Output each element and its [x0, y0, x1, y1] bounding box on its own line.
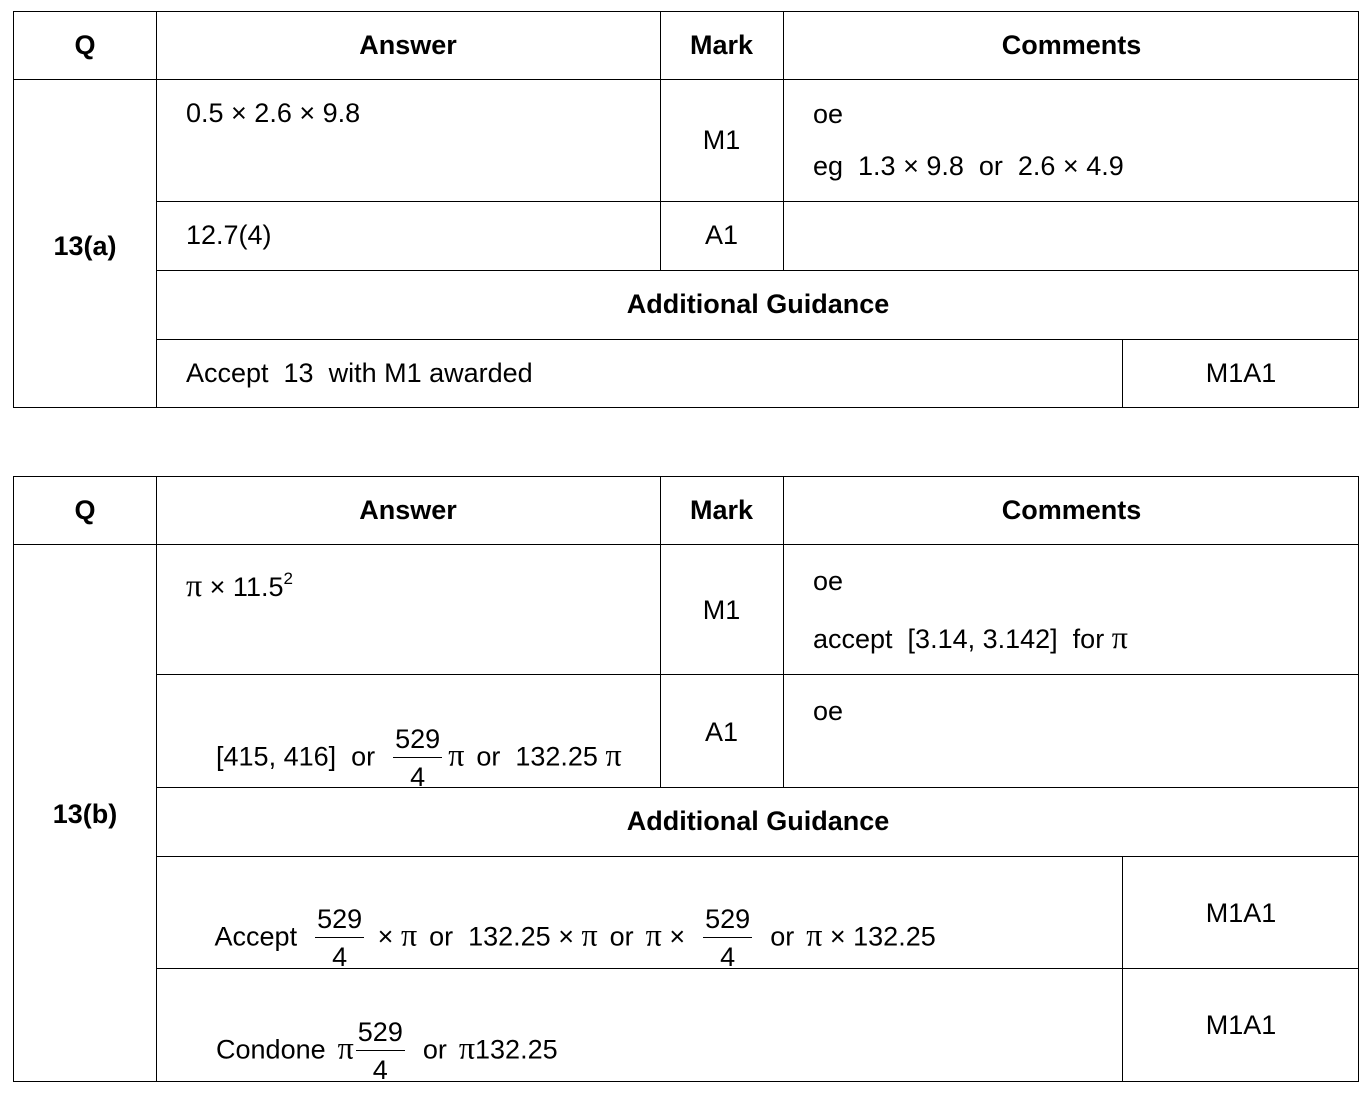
denominator: 4 [720, 942, 736, 972]
comment-line: eg 1.3 × 9.8 or 2.6 × 4.9 [813, 151, 1124, 181]
numerator: 529 [356, 1019, 405, 1051]
guidance-text-part: 132.25 [475, 1034, 558, 1065]
answer-text: or 132.25 [476, 741, 598, 772]
mark-cell: M1 [702, 125, 741, 155]
pi-symbol: π [1111, 619, 1128, 655]
mark-cell: M1 [702, 595, 741, 625]
guidance-text-part: or [770, 921, 795, 952]
col-divider [156, 477, 157, 1081]
fraction [356, 1019, 405, 1084]
answer-cell: 12.7(4) [186, 220, 272, 250]
denominator: 4 [372, 1055, 388, 1085]
answer-text: × 11.5 [202, 572, 284, 602]
row-divider [156, 339, 1358, 340]
answer-text: [415, 416] or [216, 741, 376, 772]
numerator: 529 [703, 906, 752, 938]
pi-symbol: π [605, 736, 622, 773]
row-divider [156, 270, 1358, 271]
answer-cell [186, 695, 622, 822]
answer-cell [186, 567, 293, 604]
mark-cell: A1 [704, 220, 739, 250]
guidance-mark: M1A1 [1205, 898, 1277, 928]
row-divider [14, 544, 1358, 545]
guidance-text-part: or [422, 1034, 447, 1065]
comment-line: oe [813, 566, 844, 596]
question-number: 13(b) [52, 799, 118, 829]
guidance-label: Condone [216, 1034, 326, 1065]
row-divider [156, 674, 1358, 675]
comment-line [813, 619, 1128, 656]
comment-line: oe [813, 696, 844, 726]
pi-symbol: π [645, 916, 662, 953]
additional-guidance-title: Additional Guidance [626, 289, 890, 319]
row-divider [14, 79, 1358, 80]
header-comments: Comments [1001, 30, 1142, 60]
mark-scheme-table-13b [13, 476, 1359, 1085]
guidance-label: Accept [214, 921, 298, 952]
answer-cell: 0.5 × 2.6 × 9.8 [186, 98, 361, 128]
pi-symbol: π [458, 1029, 476, 1066]
mark-scheme-table-13a [13, 11, 1359, 408]
times-sign: × [377, 921, 394, 952]
fraction [315, 906, 364, 971]
guidance-text: Accept 13 with M1 awarded [186, 358, 533, 388]
guidance-text-part: × 132.25 [829, 921, 936, 952]
guidance-mark: M1A1 [1205, 358, 1277, 388]
col-divider [156, 12, 157, 407]
numerator: 529 [393, 726, 442, 758]
times-sign: × [669, 921, 686, 952]
guidance-text-part: or 132.25 × [429, 921, 574, 952]
question-number: 13(a) [53, 231, 117, 261]
fraction [703, 906, 752, 971]
guidance-text-part: or [609, 921, 634, 952]
pi-symbol: π [337, 1029, 354, 1066]
header-answer: Answer [359, 495, 457, 525]
mark-cell: A1 [704, 717, 739, 747]
pi-symbol: π [186, 567, 203, 603]
header-q: Q [74, 495, 96, 525]
header-mark: Mark [689, 495, 754, 525]
comment-line: oe [813, 99, 844, 129]
header-mark: Mark [689, 30, 754, 60]
comment-text: accept [3.14, 3.142] for [813, 624, 1112, 654]
header-q: Q [74, 30, 96, 60]
denominator: 4 [410, 762, 426, 792]
header-comments: Comments [1001, 495, 1142, 525]
guidance-text [186, 988, 558, 1115]
row-divider [156, 856, 1358, 857]
exponent: 2 [283, 569, 293, 588]
pi-symbol: π [581, 916, 598, 953]
pi-symbol: π [448, 736, 465, 773]
guidance-mark: M1A1 [1205, 1010, 1277, 1040]
guidance-text [186, 875, 936, 1002]
pi-symbol: π [400, 916, 418, 953]
numerator: 529 [315, 906, 364, 938]
pi-symbol: π [806, 916, 823, 953]
additional-guidance-title: Additional Guidance [626, 806, 890, 836]
denominator: 4 [332, 942, 348, 972]
header-answer: Answer [359, 30, 457, 60]
fraction [393, 726, 442, 791]
row-divider [156, 201, 1358, 202]
